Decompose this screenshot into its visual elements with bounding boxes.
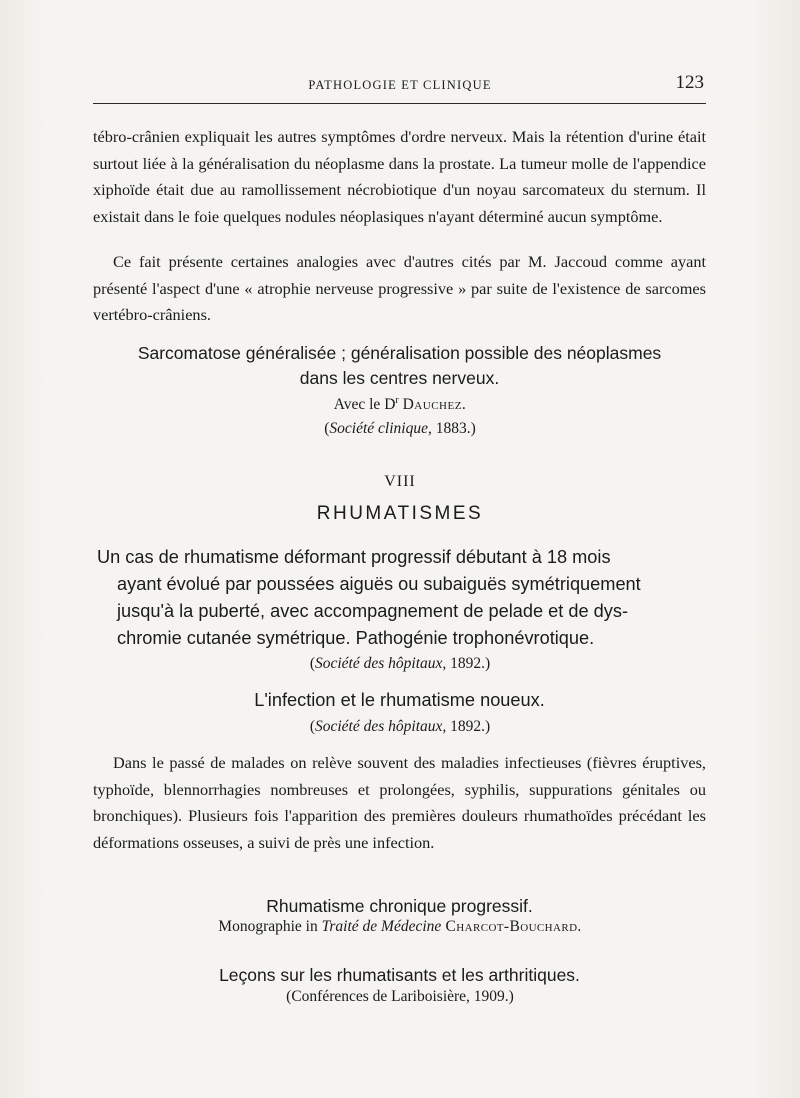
- credit-name: Dauchez.: [402, 396, 467, 414]
- source-journal: Société des hôpitaux,: [314, 718, 447, 735]
- entry-title-line: chromie cutanée symétrique. Pathogénie trophonévrotique.: [117, 628, 595, 648]
- entry-title-lecons: Leçons sur les rhumatisants et les arthritiques.: [219, 965, 580, 985]
- credit-sup: r: [395, 395, 399, 406]
- entry-title-line: dans les centres nerveux.: [299, 368, 500, 388]
- header-rule: [93, 103, 706, 104]
- entry-title-line: jusqu'à la puberté, avec accompagnement de pelade et de dys-: [117, 601, 629, 621]
- entry-title-sarcomatose: [93, 341, 706, 391]
- section-heading: RHUMATISMES: [316, 503, 484, 524]
- page-number: 123: [675, 72, 704, 93]
- entry-credit: [0, 395, 800, 414]
- body-paragraph-3: Dans le passé de malades on relève souvent des maladies infectieuses (fièvres éruptives, typhoïde, blennorrhagies nombreuses et prolongées, syphilis, suppurations génitales ou bronchiques). Plusieurs fois l'apparition des premières douleurs rhumathoïdes précédant les déformations osseuses, a suivi de près une infection.: [93, 753, 706, 852]
- entry-title-line: Sarcomatose généralisée ; généralisation possible des néoplasmes: [137, 343, 662, 363]
- section-numeral: VIII: [384, 473, 416, 490]
- entry-source: [0, 655, 800, 673]
- entry-title-rhumatisme-deformant: [97, 544, 717, 652]
- source-paren: (: [309, 718, 315, 735]
- source-year: 1892.): [446, 655, 491, 672]
- body-paragraph-1: tébro-crânien expliquait les autres symptômes d'ordre nerveux. Mais la rétention d'urine était surtout liée à la généralisation du néoplasme dans la prostate. La tumeur molle de l'appendice xiphoïde était due au ramollissement nécrobiotique d'un noyau sarcomateux du sternum. Il existait dans le foie quelques nodules néoplasiques n'ayant déterminé aucun symptôme.: [93, 127, 706, 226]
- entry-source: [0, 420, 800, 438]
- entry-source: (Conférences de Lariboisière, 1909.): [286, 988, 514, 1005]
- mono-authors: Charcot-Bouchard.: [441, 918, 582, 935]
- entry-source: [0, 718, 800, 736]
- entry-monograph: [0, 918, 800, 936]
- mono-work: Traité de Médecine: [321, 918, 442, 935]
- entry-title-line: ayant évolué par poussées aiguës ou subaiguës symétriquement: [117, 574, 641, 594]
- source-year: 1892.): [446, 718, 491, 735]
- source-paren: (: [309, 655, 315, 672]
- running-header: PATHOLOGIE ET CLINIQUE: [308, 78, 492, 92]
- source-year: 1883.): [431, 420, 476, 437]
- mono-prefix: Monographie in: [218, 918, 322, 935]
- body-paragraph-2: Ce fait présente certaines analogies avec d'autres cités par M. Jaccoud comme ayant présenté l'aspect d'une « atrophie nerveuse progressive » par suite de l'existence de sarcomes vertébro-crâniens.: [93, 252, 706, 324]
- entry-title-rhumatisme-chronique: Rhumatisme chronique progressif.: [266, 896, 533, 916]
- entry-title-line: Un cas de rhumatisme déformant progressif débutant à 18 mois: [97, 547, 611, 567]
- source-journal: Société clinique,: [329, 420, 432, 437]
- entry-title-infection: L'infection et le rhumatisme noueux.: [254, 690, 545, 710]
- credit-prefix: Avec le D: [333, 396, 396, 414]
- source-journal: Société des hôpitaux,: [314, 655, 447, 672]
- source-paren: (: [324, 420, 330, 437]
